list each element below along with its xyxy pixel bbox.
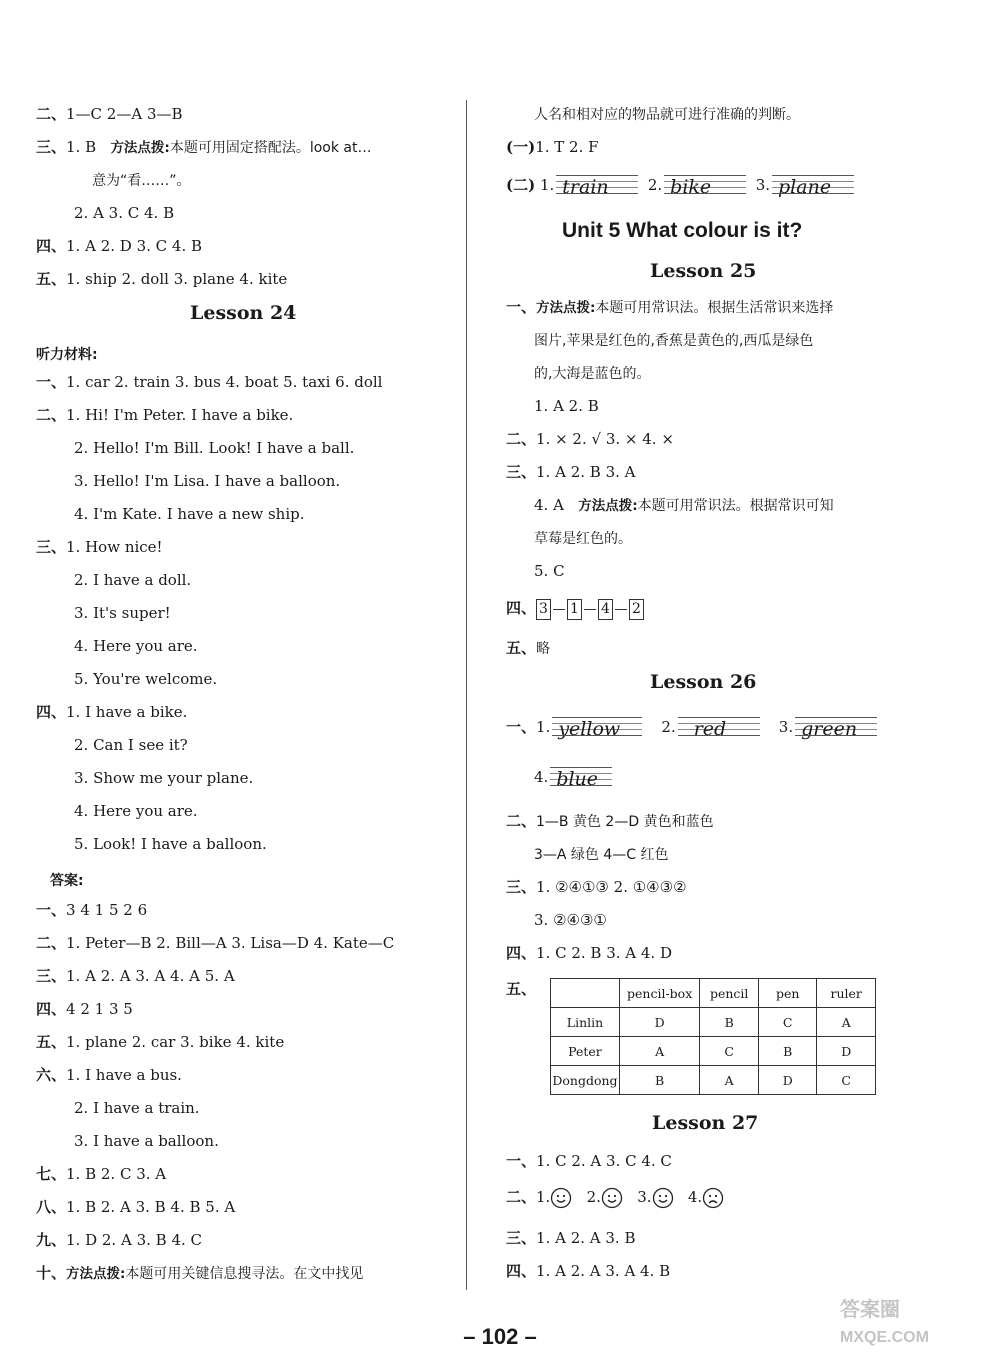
order-box: 4 [598,599,613,620]
answer-line: 5. Look! I have a balloon. [74,835,267,853]
answer-line: 意为“看……”。 [92,173,191,189]
answer-line: (一)1. T 2. F [506,138,599,156]
lesson-25-heading: Lesson 25 [650,260,757,282]
answer-line: 2. I have a doll. [74,571,192,589]
answer-line: 十、方法点拨:本题可用关键信息搜寻法。在文中找见 [36,1264,364,1282]
handwriting-line: train [556,171,638,201]
table-cell: D [619,1008,699,1037]
answer-line: 1. A 2. B [534,397,599,415]
smiley-face-icon [550,1187,572,1209]
answer-line: 五、 [506,980,537,998]
lesson-26-heading: Lesson 26 [650,671,757,693]
answer-line: 二、1. 2. 3. 4. [506,1184,724,1210]
table-cell: C [759,1008,817,1037]
table-cell: A [700,1066,759,1095]
table-cell: C [817,1066,876,1095]
handwriting-line: blue [550,763,612,793]
lesson-24-heading: Lesson 24 [190,302,297,324]
answer-line: 5. You're welcome. [74,670,218,688]
order-box: 2 [629,599,644,620]
table-cell: ruler [817,979,876,1008]
handwriting-line: yellow [552,713,642,743]
answer-line: 五、1. ship 2. doll 3. plane 4. kite [36,270,288,288]
table-row [551,1066,876,1095]
watermark-top-text: 答案圈 [840,1299,900,1321]
order-box: 1 [567,599,582,620]
answer-line: 一、1. car 2. train 3. bus 4. boat 5. taxi 6. doll [36,373,383,391]
table-cell: A [817,1008,876,1037]
answer-line: 图片,苹果是红色的,香蕉是黄色的,西瓜是绿色 [534,333,814,349]
answer-line: 3. Hello! I'm Lisa. I have a balloon. [74,472,341,490]
answer-line: 3. I have a balloon. [74,1132,219,1150]
answer-line: 3. Show me your plane. [74,769,254,787]
answer-line: 三、1. How nice! [36,538,163,556]
answer-line: 二、1—B 黄色 2—D 黄色和蓝色 [506,812,714,830]
answer-line: 四、1. I have a bike. [36,703,188,721]
answer-line: 3. ②④③① [534,911,607,929]
table-cell: Peter [551,1037,620,1066]
answer-line: 四、 3 1 4 2 [506,597,644,620]
answer-line: 3—A 绿色 4—C 红色 [534,847,669,863]
table-cell: C [700,1037,759,1066]
answer-line: 一、3 4 1 5 2 6 [36,901,148,919]
table-row [551,1008,876,1037]
handwriting-line: red [678,713,760,743]
answer-line: 2. A 3. C 4. B [74,204,175,222]
answer-line: (二) 1. train 2. bike 3. plane [506,170,854,201]
answer-line: 一、方法点拨:本题可用常识法。根据生活常识来选择 [506,298,834,316]
answer-line: 4. blue [534,762,612,793]
answer-line: 4. A 方法点拨:本题可用常识法。根据常识可知 [534,496,834,514]
watermark-bottom-text: MXQE.COM [840,1329,929,1346]
table-cell: pen [759,979,817,1008]
answer-line: 三、1. B 方法点拨:本题可用固定搭配法。look at… [36,138,372,156]
answer-line: 3. It's super! [74,604,171,622]
table-cell: pencil [700,979,759,1008]
answer-line: 八、1. B 2. A 3. B 4. B 5. A [36,1198,236,1216]
handwriting-line: green [795,713,877,743]
answer-line: 四、1. A 2. A 3. A 4. B [506,1262,671,1280]
answer-line: 三、1. A 2. B 3. A [506,463,636,481]
smiley-face-icon [652,1187,674,1209]
answer-line: 2. Can I see it? [74,736,188,754]
frowning-face-icon [702,1187,724,1209]
answer-line: 2. Hello! I'm Bill. Look! I have a ball. [74,439,355,457]
watermark-logo [832,1290,982,1350]
answer-line: 二、1. Hi! I'm Peter. I have a bike. [36,406,294,424]
answer-line: 五、1. plane 2. car 3. bike 4. kite [36,1033,285,1051]
table-cell: B [619,1066,699,1095]
smiley-face-icon [601,1187,623,1209]
answer-line: 的,大海是蓝色的。 [534,366,651,382]
lesson-27-heading: Lesson 27 [652,1112,759,1134]
answer-line: 四、1. A 2. D 3. C 4. B [36,237,202,255]
answer-line: 二、1—C 2—A 3—B [36,105,183,123]
answer-line: 六、1. I have a bus. [36,1066,182,1084]
table-cell: Dongdong [551,1066,620,1095]
listening-label: 听力材料: [36,347,98,363]
answer-line: 5. C [534,562,565,580]
answers-label: 答案: [50,873,84,889]
answer-line: 七、1. B 2. C 3. A [36,1165,167,1183]
unit-5-heading: Unit 5 What colour is it? [562,219,803,242]
handwriting-line: plane [772,171,854,201]
answer-line: 五、略 [506,639,551,657]
answer-line: 4. Here you are. [74,802,198,820]
table-cell: A [619,1037,699,1066]
answer-line: 九、1. D 2. A 3. B 4. C [36,1231,202,1249]
table-cell: D [759,1066,817,1095]
answer-table [550,978,876,1095]
answer-line: 四、4 2 1 3 5 [36,1000,133,1018]
table-cell: pencil-box [619,979,699,1008]
table-cell: B [700,1008,759,1037]
table-cell [551,979,620,1008]
answer-line: 二、1. × 2. √ 3. × 4. × [506,430,674,448]
table-cell: B [759,1037,817,1066]
answer-line: 三、1. ②④①③ 2. ①④③② [506,878,687,896]
table-header-row [551,979,876,1008]
column-divider [466,100,467,1290]
answer-line: 4. I'm Kate. I have a new ship. [74,505,305,523]
answer-line: 二、1. Peter—B 2. Bill—A 3. Lisa—D 4. Kate—C [36,934,395,952]
answer-line: 四、1. C 2. B 3. A 4. D [506,944,672,962]
table-row [551,1037,876,1066]
order-box: 3 [536,599,551,620]
handwriting-line: bike [664,171,746,201]
answer-line: 三、1. A 2. A 3. A 4. A 5. A [36,967,235,985]
answer-line: 人名和相对应的物品就可进行准确的判断。 [534,107,800,123]
table-cell: Linlin [551,1008,620,1037]
answer-line: 三、1. A 2. A 3. B [506,1229,636,1247]
page-number: – 102 – [463,1324,537,1349]
table-cell: D [817,1037,876,1066]
answer-line: 2. I have a train. [74,1099,200,1117]
answer-line: 一、1. yellow 2. red 3. green [506,712,877,743]
answer-line: 一、1. C 2. A 3. C 4. C [506,1152,672,1170]
answer-line: 4. Here you are. [74,637,198,655]
answer-line: 草莓是红色的。 [534,531,632,547]
